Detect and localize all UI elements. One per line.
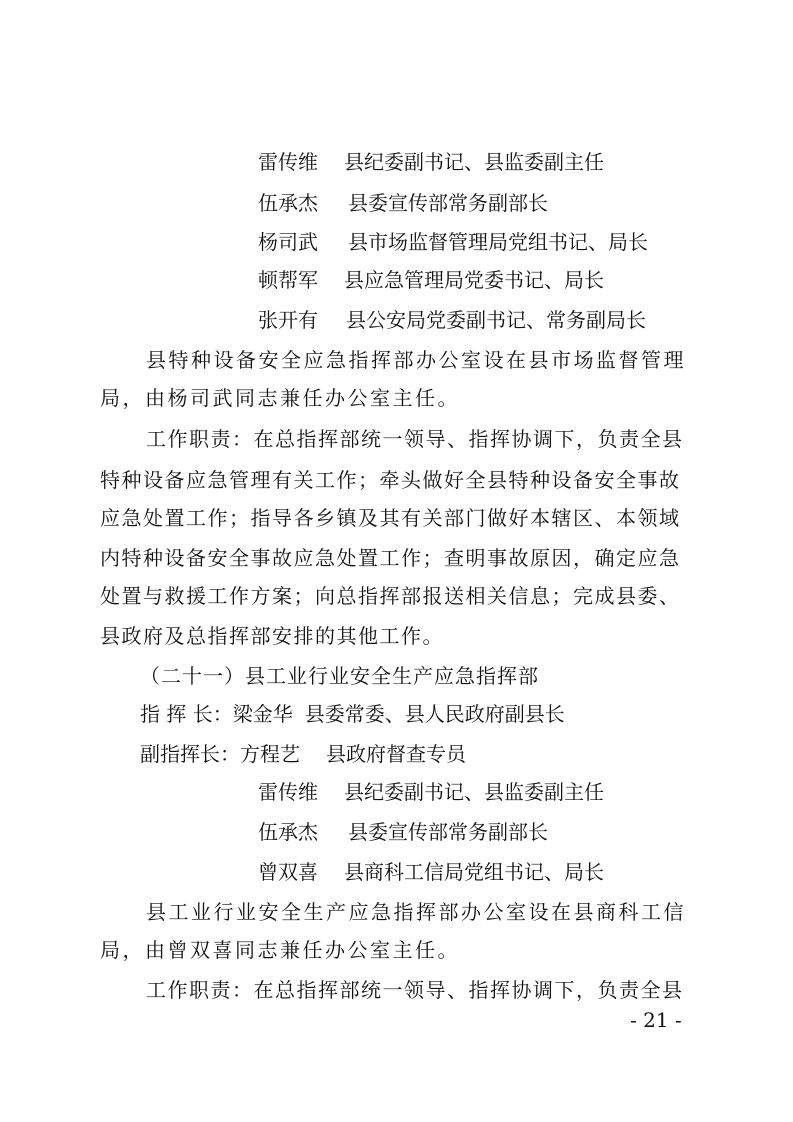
member-role: 县纪委副书记、县监委副主任 — [344, 150, 604, 174]
duty-paragraph-line: 工作职责：在总指挥部统一领导、指挥协调下，负责全县 — [146, 978, 684, 1002]
member-role: 县纪委副书记、县监委副主任 — [344, 780, 604, 804]
member-name: 雷传维 — [258, 150, 318, 174]
member-name: 伍承杰 — [258, 820, 318, 844]
deputy-role: 县政府督查专员 — [326, 742, 466, 766]
member-row — [258, 860, 604, 884]
member-role: 县应急管理局党委书记、局长 — [344, 268, 604, 292]
member-role: 县委宣传部常务副部长 — [348, 191, 548, 215]
member-name: 伍承杰 — [258, 191, 318, 215]
member-name: 张开有 — [258, 308, 318, 332]
member-role: 县公安局党委副书记、常务副局长 — [346, 308, 646, 332]
section-heading: （二十一）县工业行业安全生产应急指挥部 — [140, 664, 539, 688]
member-row — [258, 191, 548, 215]
member-role: 县委宣传部常务副部长 — [348, 820, 548, 844]
duty-paragraph-line: 内特种设备安全事故应急处置工作；查明事故原因，确定应急 — [100, 546, 681, 570]
duty-paragraph-line: 应急处置工作；指导各乡镇及其有关部门做好本辖区、本领域 — [100, 506, 681, 530]
deputy-row — [140, 742, 466, 766]
member-row — [258, 268, 604, 292]
deputy-label: 副指挥长： — [140, 742, 240, 766]
duty-paragraph-line: 特种设备应急管理有关工作；牵头做好全县特种设备安全事故 — [100, 468, 681, 492]
commander-label: 指 挥 长： — [140, 702, 233, 726]
commander-role: 县委常委、县人民政府副县长 — [304, 702, 565, 726]
office-paragraph-line: 县工业行业安全生产应急指挥部办公室设在县商科工信 — [146, 900, 686, 924]
member-row — [258, 308, 646, 332]
member-row — [258, 230, 648, 254]
member-name: 顿帮军 — [258, 268, 318, 292]
deputy-name: 方程艺 — [240, 742, 300, 766]
member-role: 县市场监督管理局党组书记、局长 — [348, 230, 648, 254]
office-paragraph-line: 局，由杨司武同志兼任办公室主任。 — [100, 386, 460, 410]
member-row — [258, 150, 604, 174]
member-row — [258, 820, 548, 844]
member-name: 雷传维 — [258, 780, 318, 804]
office-paragraph-line: 县特种设备安全应急指挥部办公室设在县市场监督管理 — [146, 348, 686, 372]
commander-row — [140, 702, 565, 726]
page-number: - 21 - — [630, 1008, 682, 1032]
commander-name: 梁金华 — [232, 702, 293, 726]
duty-paragraph-line: 工作职责：在总指挥部统一领导、指挥协调下，负责全县 — [146, 427, 684, 451]
duty-paragraph-line: 处置与救援工作方案；向总指挥部报送相关信息；完成县委、 — [100, 584, 681, 608]
member-row — [258, 780, 604, 804]
duty-paragraph-line: 县政府及总指挥部安排的其他工作。 — [100, 624, 444, 648]
member-name: 曾双喜 — [258, 860, 318, 884]
member-role: 县商科工信局党组书记、局长 — [344, 860, 604, 884]
office-paragraph-line: 局，由曾双喜同志兼任办公室主任。 — [100, 938, 460, 962]
member-name: 杨司武 — [258, 230, 318, 254]
